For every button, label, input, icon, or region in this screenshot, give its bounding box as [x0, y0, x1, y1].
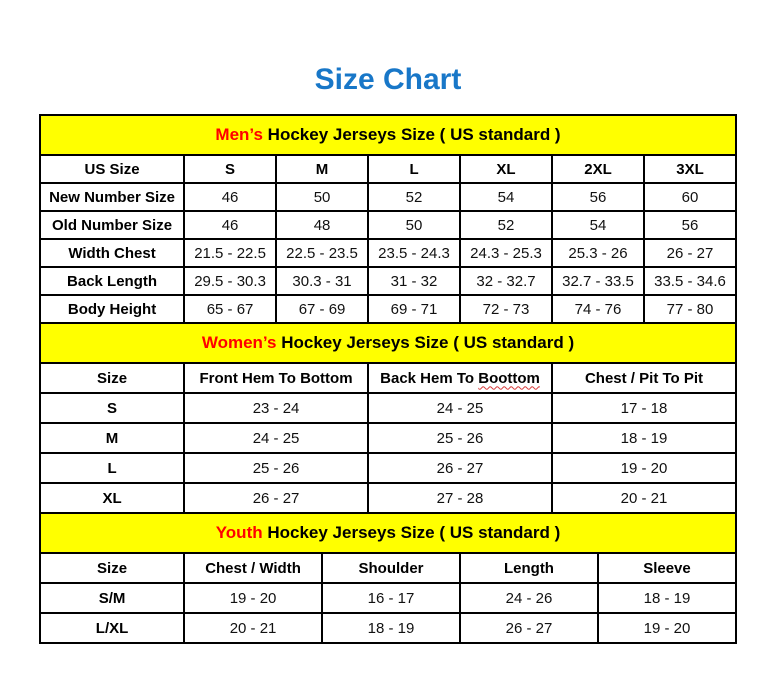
value-cell: 56 [644, 211, 736, 239]
row-label: Width Chest [40, 239, 184, 267]
row-label: S [40, 393, 184, 423]
value-cell: 32 - 32.7 [460, 267, 552, 295]
mens-banner-highlight: Men’s [215, 125, 263, 144]
column-header: 2XL [552, 155, 644, 183]
value-cell: 23.5 - 24.3 [368, 239, 460, 267]
row-label: M [40, 423, 184, 453]
value-cell: 30.3 - 31 [276, 267, 368, 295]
value-cell: 52 [460, 211, 552, 239]
column-header: Sleeve [598, 553, 736, 583]
value-cell: 27 - 28 [368, 483, 552, 513]
table-row [40, 393, 736, 423]
value-cell: 72 - 73 [460, 295, 552, 323]
womens-size-table [39, 362, 737, 514]
column-header: S [184, 155, 276, 183]
value-cell: 26 - 27 [460, 613, 598, 643]
value-cell: 69 - 71 [368, 295, 460, 323]
page-title: Size Chart [314, 63, 462, 96]
value-cell: 24 - 25 [184, 423, 368, 453]
column-header: Chest / Width [184, 553, 322, 583]
mens-size-table [39, 154, 737, 324]
column-header: L [368, 155, 460, 183]
womens-banner-highlight: Women’s [201, 333, 277, 352]
value-cell: 32.7 - 33.5 [552, 267, 644, 295]
value-cell: 19 - 20 [598, 613, 736, 643]
mens-banner [39, 114, 737, 154]
youth-size-section [39, 512, 737, 644]
size-chart-tables [39, 114, 737, 644]
table-row [40, 239, 736, 267]
row-label: S/M [40, 583, 184, 613]
column-header: XL [460, 155, 552, 183]
value-cell: 46 [184, 211, 276, 239]
value-cell: 31 - 32 [368, 267, 460, 295]
value-cell: 54 [552, 211, 644, 239]
value-cell: 25 - 26 [184, 453, 368, 483]
value-cell: 56 [552, 183, 644, 211]
column-header-text: Back Hem To [380, 369, 479, 387]
value-cell: 24 - 25 [368, 393, 552, 423]
value-cell: 18 - 19 [552, 423, 736, 453]
column-header: 3XL [644, 155, 736, 183]
table-row [40, 583, 736, 613]
value-cell: 48 [276, 211, 368, 239]
row-label: Body Height [40, 295, 184, 323]
column-header: Shoulder [322, 553, 460, 583]
value-cell: 33.5 - 34.6 [644, 267, 736, 295]
row-label: L [40, 453, 184, 483]
table-row [40, 267, 736, 295]
value-cell: 18 - 19 [598, 583, 736, 613]
row-label: Old Number Size [40, 211, 184, 239]
table-row [40, 423, 736, 453]
youth-banner [39, 512, 737, 552]
value-cell: 24 - 26 [460, 583, 598, 613]
mens-banner-text: Hockey Jerseys Size ( US standard ) [262, 125, 561, 144]
value-cell: 46 [184, 183, 276, 211]
value-cell: 26 - 27 [184, 483, 368, 513]
column-header: M [276, 155, 368, 183]
womens-header-row [40, 363, 736, 393]
value-cell: 22.5 - 23.5 [276, 239, 368, 267]
column-header: Size [40, 363, 184, 393]
value-cell: 54 [460, 183, 552, 211]
value-cell: 23 - 24 [184, 393, 368, 423]
mens-header-row [40, 155, 736, 183]
column-header: Chest / Pit To Pit [552, 363, 736, 393]
womens-banner [39, 322, 737, 362]
womens-size-section [39, 322, 737, 514]
value-cell: 29.5 - 30.3 [184, 267, 276, 295]
womens-banner-text: Hockey Jerseys Size ( US standard ) [276, 333, 575, 352]
value-cell: 24.3 - 25.3 [460, 239, 552, 267]
value-cell: 20 - 21 [184, 613, 322, 643]
value-cell: 50 [368, 211, 460, 239]
value-cell: 65 - 67 [184, 295, 276, 323]
value-cell: 18 - 19 [322, 613, 460, 643]
value-cell: 20 - 21 [552, 483, 736, 513]
column-header: US Size [40, 155, 184, 183]
value-cell: 77 - 80 [644, 295, 736, 323]
column-header: Front Hem To Bottom [184, 363, 368, 393]
youth-banner-text: Hockey Jerseys Size ( US standard ) [262, 523, 561, 542]
value-cell: 19 - 20 [552, 453, 736, 483]
mens-size-section [39, 114, 737, 324]
value-cell: 21.5 - 22.5 [184, 239, 276, 267]
youth-header-row [40, 553, 736, 583]
youth-banner-highlight: Youth [215, 523, 263, 542]
misspelled-word: Boottom [478, 369, 540, 387]
value-cell: 25 - 26 [368, 423, 552, 453]
row-label: New Number Size [40, 183, 184, 211]
table-row [40, 483, 736, 513]
column-header: Length [460, 553, 598, 583]
value-cell: 52 [368, 183, 460, 211]
value-cell: 19 - 20 [184, 583, 322, 613]
table-row [40, 183, 736, 211]
table-row [40, 613, 736, 643]
youth-size-table [39, 552, 737, 644]
value-cell: 74 - 76 [552, 295, 644, 323]
row-label: XL [40, 483, 184, 513]
row-label: Back Length [40, 267, 184, 295]
row-label: L/XL [40, 613, 184, 643]
value-cell: 26 - 27 [368, 453, 552, 483]
column-header [368, 363, 552, 393]
value-cell: 60 [644, 183, 736, 211]
value-cell: 25.3 - 26 [552, 239, 644, 267]
table-row [40, 295, 736, 323]
value-cell: 16 - 17 [322, 583, 460, 613]
value-cell: 26 - 27 [644, 239, 736, 267]
table-row [40, 453, 736, 483]
value-cell: 50 [276, 183, 368, 211]
value-cell: 67 - 69 [276, 295, 368, 323]
value-cell: 17 - 18 [552, 393, 736, 423]
table-row [40, 211, 736, 239]
column-header: Size [40, 553, 184, 583]
